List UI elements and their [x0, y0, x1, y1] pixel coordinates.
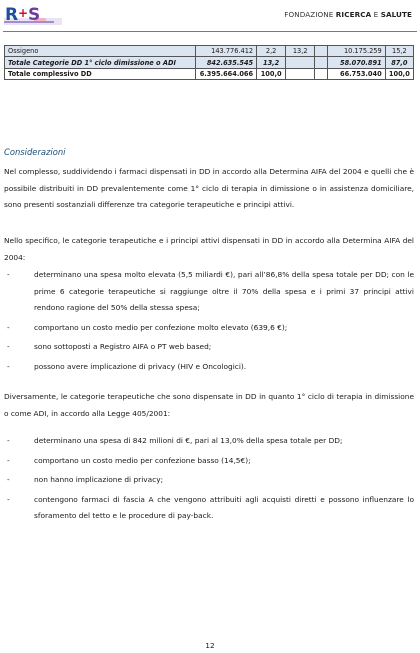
svg-text:S: S: [28, 5, 41, 25]
confezioni-cell: 58.070.891: [327, 57, 385, 68]
bullet-dash: -: [7, 361, 10, 371]
spesa-cell: 143.776.412: [195, 46, 256, 57]
bullet-dash: -: [7, 494, 10, 504]
spending-table: [4, 45, 414, 80]
pct2-cell: 87,0: [385, 57, 413, 68]
header-divider: [3, 31, 417, 32]
pct2-cell: 100,0: [385, 68, 413, 79]
pct-cell: 2,2: [257, 46, 286, 57]
row-label: Totale Categorie DD 1° ciclo dimissione o ADI: [5, 57, 196, 68]
confezioni-cell: 10.175.259: [327, 46, 385, 57]
spesa-cell: 842.635.545: [195, 57, 256, 68]
list-item: - comportano un costo medio per confezione basso (14,5€);: [4, 453, 414, 470]
bullet-dash: -: [7, 342, 10, 352]
spesa-cell: 6.395.664.066: [195, 68, 256, 79]
list-item: - comportano un costo medio per confezione molto elevato (639,6 €);: [4, 320, 414, 337]
law-405-list: [4, 433, 414, 528]
list-item: - determinano una spesa molto elevata (5,5 miliardi €), pari all’86,8% della spesa totale per DD; con le prime 6 categorie terapeutiche si raggiunge oltre il 70% della spesa e i primi 37 principi attivi rendono ragione del 50% della stessa spesa;: [4, 267, 414, 317]
page-header: [0, 0, 420, 30]
bullet-dash: -: [7, 436, 10, 445]
pct2-cell: 15,2: [385, 46, 413, 57]
bullet-dash: -: [7, 322, 10, 332]
list-item: - non hanno implicazione di privacy;: [4, 472, 414, 489]
row-label: Totale complessivo DD: [5, 68, 196, 79]
bullet-dash: -: [7, 270, 10, 279]
extra-cell: [286, 57, 315, 68]
bullet-dash: -: [7, 455, 10, 465]
row-label: Ossigeno: [5, 46, 196, 57]
extra-cell: [286, 68, 315, 79]
spacer-cell: [315, 46, 327, 57]
svg-text:+: +: [18, 6, 29, 20]
extra-cell: 13,2: [286, 46, 315, 57]
page-number: 12: [205, 641, 215, 650]
spacer-cell: [315, 57, 327, 68]
confezioni-cell: 66.753.040: [327, 68, 385, 79]
table-row: [5, 68, 414, 79]
table-row: [5, 46, 414, 57]
list-item: - contengono farmaci di fascia A che vengono attribuiti agli acquisti diretti e possono influenzare lo sforamento del tetto e le procedure di pay-back.: [4, 492, 414, 525]
table-row: [5, 57, 414, 68]
list-item: - sono sottoposti a Registro AIFA o PT web based;: [4, 339, 414, 356]
section-title: Considerazioni: [4, 147, 66, 157]
organization-name: FONDAZIONE RICERCA E SALUTE: [284, 10, 412, 19]
pct-cell: 13,2: [257, 57, 286, 68]
list-item: - determinano una spesa di 842 milioni di €, pari al 13,0% della spesa totale per DD;: [4, 433, 414, 450]
spacer-cell: [315, 68, 327, 79]
paragraph-aifa: Nello specifico, le categorie terapeutiche e i principi attivi dispensati in DD in accordo alla Determina AIFA del 2004:: [4, 236, 414, 262]
aifa-list: [4, 267, 414, 379]
bullet-dash: -: [7, 475, 10, 485]
pct-cell: 100,0: [257, 68, 286, 79]
foundation-logo: [4, 3, 64, 27]
svg-text:R: R: [5, 5, 19, 25]
list-item: - possono avere implicazione di privacy (HIV e Oncologici).: [4, 359, 414, 376]
paragraph-law-405: Diversamente, le categorie terapeutiche che sono dispensate in DD in quanto 1° ciclo di terapia in dimissione o come ADI, in accordo alla Legge 405/2001:: [4, 392, 414, 418]
paragraph-overview: Nel complesso, suddividendo i farmaci dispensati in DD in accordo alla Determina AIFA del 2004 e quelli che è possibile distribuiti in DD prevalentemente come 1° ciclo di terapia in dimissione o in assistenza domiciliare, sono presenti sostanziali differenze tra categorie terapeutiche e principi attivi.: [4, 167, 414, 210]
